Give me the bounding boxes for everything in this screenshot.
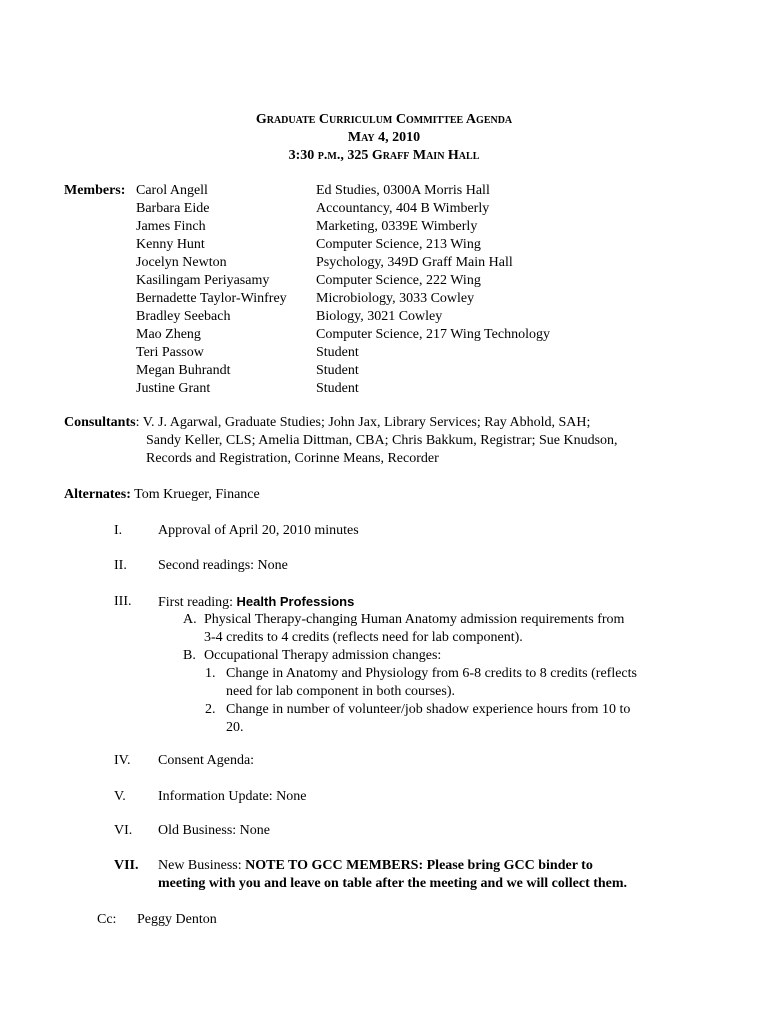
member-dept: Computer Science, 217 Wing Technology (316, 327, 550, 342)
sub-sub-item-text: need for lab component in both courses). (226, 684, 455, 699)
member-name: Bradley Seebach (136, 309, 231, 324)
agenda-item-text: Second readings: None (158, 558, 288, 573)
first-reading-prefix: First reading: (158, 595, 237, 610)
sub-item-text: Physical Therapy-changing Human Anatomy admission requirements from (204, 612, 625, 627)
agenda-item-text: Approval of April 20, 2010 minutes (158, 523, 359, 538)
alternates-label: Alternates: (64, 487, 131, 502)
agenda-item-text (158, 593, 354, 612)
meeting-date: May 4, 2010 (347, 130, 421, 145)
agenda-item-number: V. (114, 789, 126, 804)
agenda-item-number: I. (114, 523, 123, 538)
member-name: Jocelyn Newton (136, 255, 227, 270)
gcc-note-line-2: meeting with you and leave on table after the meeting and we will collect them. (158, 876, 628, 891)
new-business-prefix: New Business: (158, 858, 246, 873)
member-name: Kasilingam Periyasamy (136, 273, 270, 288)
member-name: Barbara Eide (136, 201, 210, 216)
member-name: Teri Passow (136, 345, 204, 360)
member-dept: Microbiology, 3033 Cowley (316, 291, 475, 306)
cc-name: Peggy Denton (137, 912, 217, 927)
agenda-item-text: Information Update: None (158, 789, 307, 804)
member-dept: Student (316, 345, 359, 360)
sub-sub-item-text: Change in Anatomy and Physiology from 6-8 credits to 8 credits (reflects (226, 666, 637, 681)
member-name: James Finch (136, 219, 206, 234)
consultants-line-2: Sandy Keller, CLS; Amelia Dittman, CBA; Chris Bakkum, Registrar; Sue Knudson, (146, 433, 618, 448)
document-title: Graduate Curriculum Committee Agenda (255, 112, 513, 127)
sub-item-letter: A. (183, 612, 197, 627)
member-dept: Student (316, 381, 359, 396)
gcc-note-line-1: NOTE TO GCC MEMBERS: Please bring GCC binder to (245, 858, 593, 873)
agenda-item-number: III. (114, 594, 132, 609)
member-name: Mao Zheng (136, 327, 201, 342)
member-name: Megan Buhrandt (136, 363, 231, 378)
agenda-item-text: Consent Agenda: (158, 753, 255, 768)
meeting-time-location: 3:30 p.m., 325 Graff Main Hall (288, 148, 480, 163)
member-dept: Computer Science, 222 Wing (316, 273, 481, 288)
agenda-item-text (158, 857, 593, 875)
agenda-item-number: IV. (114, 753, 131, 768)
first-reading-program: Health Professions (236, 594, 355, 609)
member-dept: Computer Science, 213 Wing (316, 237, 481, 252)
sub-sub-item-text: Change in number of volunteer/job shadow experience hours from 10 to (226, 702, 631, 717)
members-label: Members: (64, 183, 126, 198)
sub-sub-item-number: 2. (205, 702, 216, 717)
consultants-line-1 (64, 414, 590, 432)
agenda-item-text: Old Business: None (158, 823, 270, 838)
member-dept: Psychology, 349D Graff Main Hall (316, 255, 513, 270)
member-name: Justine Grant (136, 381, 211, 396)
agenda-item-number: VI. (114, 823, 133, 838)
sub-sub-item-text: 20. (226, 720, 244, 735)
member-name: Carol Angell (136, 183, 208, 198)
cc-label: Cc: (97, 912, 117, 927)
sub-item-letter: B. (183, 648, 196, 663)
agenda-item-number: II. (114, 558, 127, 573)
member-name: Kenny Hunt (136, 237, 205, 252)
agenda-item-number: VII. (114, 858, 139, 873)
alternates-line (64, 486, 260, 504)
consultants-label: Consultants (64, 415, 136, 430)
member-dept: Marketing, 0339E Wimberly (316, 219, 478, 234)
member-name: Bernadette Taylor-Winfrey (136, 291, 287, 306)
consultants-line-3: Records and Registration, Corinne Means, Recorder (146, 451, 439, 466)
member-dept: Ed Studies, 0300A Morris Hall (316, 183, 490, 198)
member-dept: Student (316, 363, 359, 378)
sub-item-text: Occupational Therapy admission changes: (204, 648, 442, 663)
member-dept: Biology, 3021 Cowley (316, 309, 443, 324)
consultants-text: : V. J. Agarwal, Graduate Studies; John Jax, Library Services; Ray Abhold, SAH; (135, 415, 591, 430)
sub-sub-item-number: 1. (205, 666, 216, 681)
alternates-text: Tom Krueger, Finance (130, 487, 260, 502)
member-dept: Accountancy, 404 B Wimberly (316, 201, 490, 216)
sub-item-text: 3-4 credits to 4 credits (reflects need for lab component). (204, 630, 523, 645)
